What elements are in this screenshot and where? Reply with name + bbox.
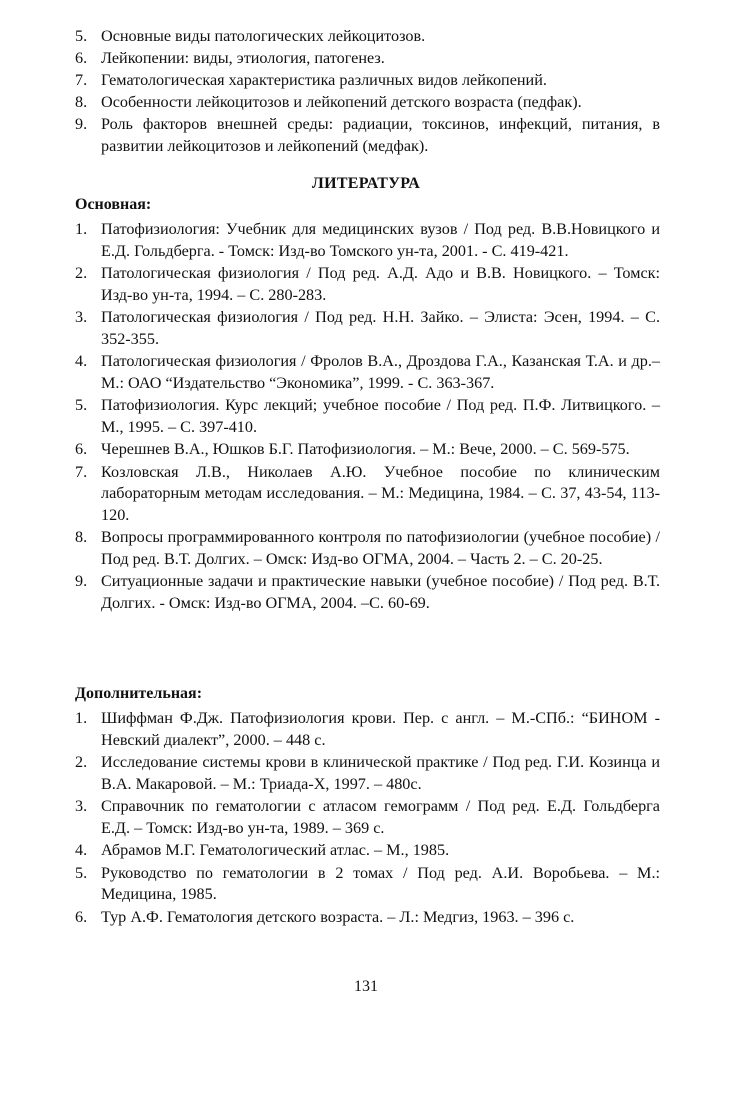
- list-item: [0, 527, 732, 570]
- list-item-number: 9.: [75, 572, 88, 590]
- list-item-number: 1.: [75, 709, 88, 727]
- list-item-number: 8.: [75, 528, 88, 546]
- list-item-number: 4.: [75, 352, 88, 370]
- list-item: [0, 840, 732, 862]
- literature-heading: ЛИТЕРАТУРА: [311, 175, 421, 192]
- list-item-number: 6.: [75, 907, 88, 926]
- list-item-number: 4.: [75, 841, 88, 859]
- list-item-text: Исследование системы крови в клинической практике / Под ред. Г.И. Козинца и В.А. Макаровой. – М.: Триада-Х, 1997. – 480с.: [101, 753, 660, 793]
- list-item-text: Роль факторов внешней среды: радиации, токсинов, инфекций, питания, в развитии лейкоцитозов и лейкопений (медфак).: [101, 115, 660, 155]
- list-item-number: 7.: [75, 462, 88, 481]
- list-item-number: 6.: [75, 49, 88, 67]
- list-item-text: Руководство по гематологии в 2 томах / Под ред. А.И. Воробьева. – М.: Медицина, 1985.: [101, 863, 660, 903]
- list-item: [0, 571, 732, 614]
- list-item: [0, 48, 732, 70]
- page-number: 131: [354, 978, 378, 995]
- main-literature-subheading: Основная:: [75, 196, 152, 213]
- list-item-text: Шиффман Ф.Дж. Патофизиология крови. Пер. с англ. – М.-СПб.: “БИНОМ - Невский диалект”, 2000. – 448 с.: [101, 709, 660, 749]
- list-item-number: 3.: [75, 797, 88, 815]
- list-item-number: 5.: [75, 27, 88, 45]
- list-item-text: Абрамов М.Г. Гематологический атлас. – М., 1985.: [101, 841, 450, 859]
- list-item-text: Вопросы программированного контроля по патофизиологии (учебное пособие) / Под ред. В.Т. Долгих. – Омск: Изд-во ОГМА, 2004. – Часть 2. – С. 20-25.: [101, 528, 660, 568]
- list-item: [0, 462, 732, 527]
- list-item: [0, 708, 732, 751]
- list-item: [0, 263, 732, 306]
- question-list-continuation: [0, 26, 732, 158]
- list-item-number: 8.: [75, 93, 88, 111]
- list-item-text: Патофизиология. Курс лекций; учебное пособие / Под ред. П.Ф. Литвицкого. – М., 1995. – С. 397-410.: [101, 396, 660, 436]
- list-item-number: 5.: [75, 863, 88, 882]
- list-item: [0, 219, 732, 262]
- list-item-text: Козловская Л.В., Николаев А.Ю. Учебное пособие по клиническим лабораторным методам исследования. – М.: Медицина, 1984. – С. 37, 43-54, 113-120.: [101, 462, 660, 524]
- list-item-text: Гематологическая характеристика различных видов лейкопений.: [101, 71, 547, 89]
- list-item-text: Справочник по гематологии с атласом гемограмм / Под ред. Е.Д. Гольдберга Е.Д. – Томск: Изд-во ун-та, 1989. – 369 с.: [101, 797, 660, 837]
- list-item-number: 3.: [75, 308, 88, 326]
- list-item-number: 2.: [75, 264, 88, 282]
- list-item-number: 6.: [75, 440, 88, 458]
- list-item-number: 9.: [75, 115, 88, 133]
- additional-literature-list: [0, 708, 732, 929]
- list-item-number: 7.: [75, 71, 88, 89]
- list-item: [0, 752, 732, 795]
- list-item: [0, 92, 732, 114]
- list-item-number: 5.: [75, 396, 88, 414]
- list-item: [0, 70, 732, 92]
- list-item-number: 2.: [75, 753, 88, 771]
- list-item: [0, 439, 732, 461]
- list-item-text: Черешнев В.А., Юшков Б.Г. Патофизиология. – М.: Вече, 2000. – С. 569-575.: [101, 440, 630, 458]
- list-item: [0, 796, 732, 839]
- list-item-number: 1.: [75, 220, 88, 238]
- list-item-text: Ситуационные задачи и практические навыки (учебное пособие) / Под ред. В.Т. Долгих. - Омск: Изд-во ОГМА, 2004. –С. 60-69.: [101, 572, 660, 612]
- list-item-text: Тур А.Ф. Гематология детского возраста. – Л.: Медгиз, 1963. – 396 с.: [101, 907, 575, 926]
- list-item-text: Патологическая физиология / Под ред. Н.Н. Зайко. – Элиста: Эсен, 1994. – С. 352-355.: [101, 308, 660, 348]
- list-item-text: Патологическая физиология / Под ред. А.Д. Адо и В.В. Новицкого. – Томск: Изд-во ун-та, 1994. – С. 280-283.: [101, 264, 660, 304]
- list-item: [0, 114, 732, 157]
- list-item-text: Основные виды патологических лейкоцитозов.: [101, 27, 426, 45]
- additional-literature-subheading: Дополнительная:: [75, 685, 203, 702]
- list-item-text: Патофизиология: Учебник для медицинских вузов / Под ред. В.В.Новицкого и Е.Д. Гольдберга. - Томск: Изд-во Томского ун-та, 2001. - С. 419-421.: [101, 220, 660, 260]
- list-item: [0, 26, 732, 48]
- list-item-text: Патологическая физиология / Фролов В.А., Дроздова Г.А., Казанская Т.А. и др.– М.: ОАО “Издательство “Экономика”, 1999. - С. 363-367.: [101, 352, 660, 392]
- list-item: [0, 907, 732, 929]
- list-item-text: Особенности лейкоцитозов и лейкопений детского возраста (педфак).: [101, 93, 582, 111]
- list-item: [0, 863, 732, 906]
- list-item: [0, 351, 732, 394]
- list-item: [0, 395, 732, 438]
- list-item-text: Лейкопении: виды, этиология, патогенез.: [101, 49, 385, 67]
- main-literature-list: [0, 219, 732, 615]
- list-item: [0, 307, 732, 350]
